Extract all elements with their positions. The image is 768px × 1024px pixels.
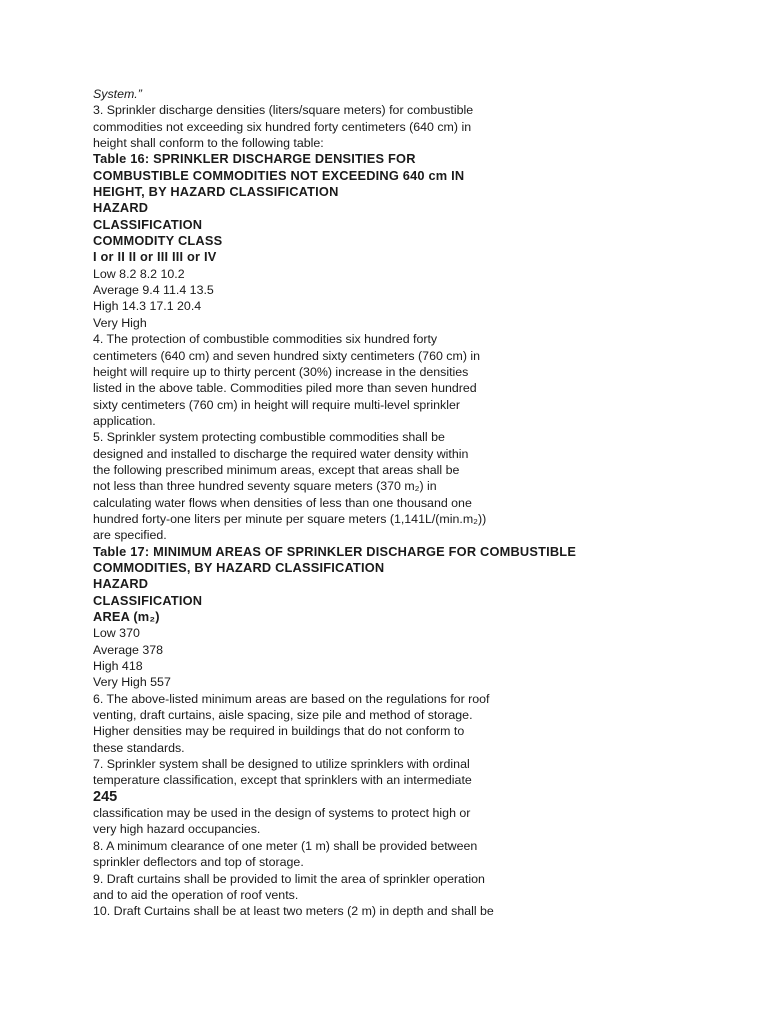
text-line: not less than three hundred seventy square meters (370 m₂) in (93, 479, 437, 494)
text-line: sixty centimeters (760 cm) in height will require multi-level sprinkler (93, 397, 461, 412)
heading-line: COMMODITIES, BY HAZARD CLASSIFICATION (93, 559, 385, 575)
text-line: listed in the above table. Commodities piled more than seven hundred (93, 381, 477, 396)
text-line: height will require up to thirty percent (30%) increase in the densities (93, 364, 469, 379)
heading-line: CLASSIFICATION (93, 592, 203, 608)
text-line: commodities not exceeding six hundred forty centimeters (640 cm) in (93, 119, 472, 134)
heading-line: HAZARD (93, 576, 149, 592)
text-line: Average 9.4 11.4 13.5 (93, 283, 214, 298)
text-line: very high hazard occupancies. (93, 822, 261, 837)
text-line: 9. Draft curtains shall be provided to limit the area of sprinkler operation (93, 871, 485, 886)
text-line: 3. Sprinkler discharge densities (liters/square meters) for combustible (93, 103, 474, 118)
text-line: sprinkler deflectors and top of storage. (93, 855, 304, 870)
heading-line: COMMODITY CLASS (93, 233, 223, 249)
text-line: High 14.3 17.1 20.4 (93, 299, 202, 314)
text-line: temperature classification, except that sprinklers with an intermediate (93, 773, 472, 788)
text-line: hundred forty-one liters per minute per square meters (1,141L/(min.m₂)) (93, 511, 487, 526)
text-line: venting, draft curtains, aisle spacing, size pile and method of storage. (93, 708, 473, 723)
heading-line: HAZARD (93, 200, 149, 216)
text-line: Low 370 (93, 626, 140, 641)
text-line: centimeters (640 cm) and seven hundred sixty centimeters (760 cm) in (93, 348, 481, 363)
text-line: 6. The above-listed minimum areas are based on the regulations for roof (93, 691, 490, 706)
text-line: Very High (93, 315, 147, 330)
heading-line: COMBUSTIBLE COMMODITIES NOT EXCEEDING 640 cm IN (93, 167, 465, 183)
text-line: Higher densities may be required in buildings that do not conform to (93, 724, 465, 739)
text-line: 5. Sprinkler system protecting combustible commodities shall be (93, 430, 445, 445)
text-line: Low 8.2 8.2 10.2 (93, 266, 185, 281)
heading-line: Table 17: MINIMUM AREAS OF SPRINKLER DISCHARGE FOR COMBUSTIBLE (93, 543, 577, 559)
text-line: and to aid the operation of roof vents. (93, 887, 299, 902)
text-line: 10. Draft Curtains shall be at least two meters (2 m) in depth and shall be (93, 904, 494, 919)
text-line: the following prescribed minimum areas, except that areas shall be (93, 462, 460, 477)
text-line: High 418 (93, 659, 143, 674)
page-number: 245 (93, 788, 118, 805)
text-line: Very High 557 (93, 675, 171, 690)
text-line: 7. Sprinkler system shall be designed to utilize sprinklers with ordinal (93, 757, 470, 772)
text-line: calculating water flows when densities of less than one thousand one (93, 495, 472, 510)
text-line: 8. A minimum clearance of one meter (1 m) shall be provided between (93, 838, 478, 853)
document-page (93, 86, 753, 920)
text-line: these standards. (93, 740, 185, 755)
text-line: height shall conform to the following table: (93, 136, 324, 151)
heading-line: I or II II or III III or IV (93, 249, 217, 265)
text-line: 4. The protection of combustible commodities six hundred forty (93, 332, 438, 347)
text-line: Average 378 (93, 642, 164, 657)
text-line: application. (93, 413, 156, 428)
text-line: are specified. (93, 528, 167, 543)
text-line: classification may be used in the design of systems to protect high or (93, 806, 471, 821)
heading-line: Table 16: SPRINKLER DISCHARGE DENSITIES FOR (93, 151, 416, 167)
heading-line: HEIGHT, BY HAZARD CLASSIFICATION (93, 184, 339, 200)
text-line: System.” (93, 87, 142, 101)
heading-line: CLASSIFICATION (93, 216, 203, 232)
text-line: designed and installed to discharge the required water density within (93, 446, 469, 461)
heading-line: AREA (m₂) (93, 609, 160, 624)
